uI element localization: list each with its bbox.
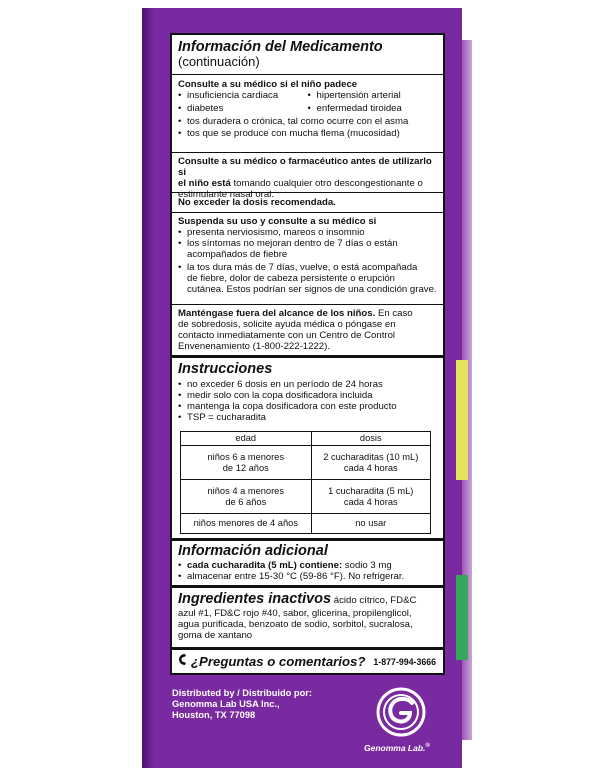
- list-item-line: • presenta nerviosismo, mareos o insomnio: [187, 227, 365, 238]
- list-item: [178, 227, 437, 238]
- table-cell: [311, 514, 430, 534]
- list-item-line: cutánea. Estos podrían ser signos de una condición grave.: [187, 284, 437, 295]
- no-exceed-section: [172, 197, 443, 208]
- questions-label: ¿Preguntas o comentarios?: [191, 654, 366, 669]
- cell-line: cada 4 horas: [343, 496, 398, 507]
- consult-pharmacist-section: [172, 156, 443, 200]
- list-item-line: de fiebre, dolor de cabeza persistente o erupción: [187, 273, 395, 284]
- table-cell: [311, 446, 430, 480]
- cell-line: niños 4 a menores: [207, 486, 285, 496]
- keep-line1: [178, 308, 437, 319]
- additional-section: [172, 543, 443, 582]
- thick-divider: [172, 647, 443, 650]
- list-item: • insuficiencia cardiaca: [178, 90, 308, 101]
- table-cell: [181, 480, 312, 514]
- list-item: • mantenga la copa dosificadora con este producto: [178, 401, 437, 412]
- inactive-first-rest: ácido cítrico, FD&C: [331, 595, 417, 606]
- cell-line: de 6 años: [225, 496, 267, 507]
- stop-use-section: [172, 216, 443, 295]
- side-accent-yellow: [456, 360, 468, 480]
- cell-line: 2 cucharaditas (10 mL): [323, 452, 419, 462]
- questions-section: [172, 653, 443, 671]
- phone-icon: [178, 653, 188, 671]
- info-title: Información del Medicamento: [178, 39, 383, 55]
- table-header: edad: [181, 432, 312, 446]
- distributor-line: Genomma Lab USA Inc.,: [172, 699, 280, 709]
- table-header-row: [181, 432, 431, 446]
- cell-line: cada 4 horas: [343, 462, 398, 473]
- inactive-line: agua purificada, benzoato de sodio, sorbitol, sucralosa,: [178, 619, 413, 630]
- inactive-first-line: [178, 590, 437, 608]
- side-accent-green: [456, 575, 468, 660]
- inactive-title: Ingredientes inactivos: [178, 591, 332, 607]
- keep-rest: En caso: [375, 308, 413, 319]
- no-exceed-text: No exceder la dosis recomendada.: [178, 197, 336, 208]
- keep-line: de sobredosis, solicite ayuda médica o póngase en: [178, 319, 396, 330]
- keep-line: Envenenamiento (1-800-222-1222).: [178, 341, 331, 352]
- dosage-table: [180, 431, 431, 534]
- cell-line: 1 cucharadita (5 mL): [328, 486, 414, 496]
- instructions-section: [172, 361, 443, 423]
- divider: [172, 74, 443, 75]
- list-item: • medir solo con la copa dosificadora incluida: [178, 390, 437, 401]
- consult-header: Consulte a su médico si el niño padece: [178, 79, 358, 90]
- list-item: [178, 262, 437, 295]
- cell-line: de 12 años: [222, 462, 269, 473]
- brand-name: [364, 743, 430, 753]
- drug-facts-panel: [170, 33, 445, 675]
- list-item: • almacenar entre 15-30 °C (59-86 °F). No refrigerar.: [178, 571, 437, 582]
- divider: [172, 304, 443, 305]
- thick-divider: [172, 355, 443, 358]
- questions-phone: 1-877-994-3666: [373, 656, 437, 667]
- cell-line: niños menores de 4 años: [193, 518, 298, 529]
- table-cell: [181, 514, 312, 534]
- consult-section: [172, 79, 443, 139]
- consult-pharm-line1: Consulte a su médico o farmacéutico antes de utilizarlo si: [178, 156, 432, 178]
- additional-rest: sodio 3 mg: [342, 560, 392, 571]
- info-subtitle: (continuación): [178, 54, 260, 69]
- thick-divider: [172, 538, 443, 541]
- table-cell: [311, 480, 430, 514]
- condition-row: [178, 103, 437, 114]
- list-item: • tos duradera o crónica, tal como ocurre con el asma: [178, 116, 437, 127]
- list-item: • tos que se produce con mucha flema (mucosidad): [178, 128, 437, 139]
- brand-label: Genomma Lab.: [364, 743, 426, 753]
- distributor-info: [172, 688, 312, 721]
- keep-bold: Manténgase fuera del alcance de los niños.: [178, 308, 376, 319]
- brand-registered: ®: [425, 743, 430, 750]
- list-item: • hipertensión arterial: [308, 90, 438, 101]
- divider: [172, 212, 443, 213]
- consult-pharm-bold: el niño está: [178, 178, 231, 189]
- cell-line: niños 6 a menores: [207, 452, 285, 462]
- list-item: [178, 238, 437, 260]
- consult-pharm-line2: [178, 178, 437, 189]
- instructions-title: Instrucciones: [178, 361, 273, 377]
- list-item: • diabetes: [178, 103, 308, 114]
- distributor-line: Houston, TX 77098: [172, 710, 256, 720]
- inactive-line: goma de xantano: [178, 630, 253, 641]
- divider: [172, 152, 443, 153]
- list-item-line: • la tos dura más de 7 días, vuelve, o está acompañada: [187, 262, 418, 273]
- consult-pharm-rest: tomando cualquier otro descongestionante o: [230, 178, 423, 189]
- inactive-section: [172, 590, 443, 641]
- table-row: [181, 480, 431, 514]
- table-row: [181, 446, 431, 480]
- list-item: • TSP = cucharadita: [178, 412, 437, 423]
- consult-pharm-line3: estimulante nasal oral.: [178, 189, 274, 200]
- keep-line: contacto inmediatamente con un Centro de Control: [178, 330, 396, 341]
- keep-out-section: [172, 308, 443, 352]
- table-row: [181, 514, 431, 534]
- cell-line: no usar: [355, 518, 387, 529]
- table-header: dosis: [311, 432, 430, 446]
- genomma-g-logo-icon: [368, 685, 434, 741]
- genomma-lab-logo: [364, 685, 434, 759]
- info-header: [172, 39, 443, 69]
- package-edge-shadow: [142, 8, 154, 768]
- thick-divider: [172, 585, 443, 588]
- list-item-line: acompañados de fiebre: [187, 249, 288, 260]
- divider: [172, 192, 443, 193]
- additional-bold: cada cucharadita (5 mL) contiene:: [187, 560, 343, 571]
- condition-row: [178, 90, 437, 101]
- stop-header: Suspenda su uso y consulte a su médico si: [178, 216, 377, 227]
- additional-title: Información adicional: [178, 543, 328, 559]
- table-cell: [181, 446, 312, 480]
- list-item: [178, 560, 437, 571]
- inactive-line: azul #1, FD&C rojo #40, sabor, glicerina, propilenglicol,: [178, 608, 412, 619]
- list-item: • no exceder 6 dosis en un período de 24 horas: [178, 379, 437, 390]
- list-item: • enfermedad tiroidea: [308, 103, 438, 114]
- distributor-line: Distributed by / Distribuido por:: [172, 688, 312, 698]
- list-item-line: • los síntomas no mejoran dentro de 7 días o están: [187, 238, 398, 249]
